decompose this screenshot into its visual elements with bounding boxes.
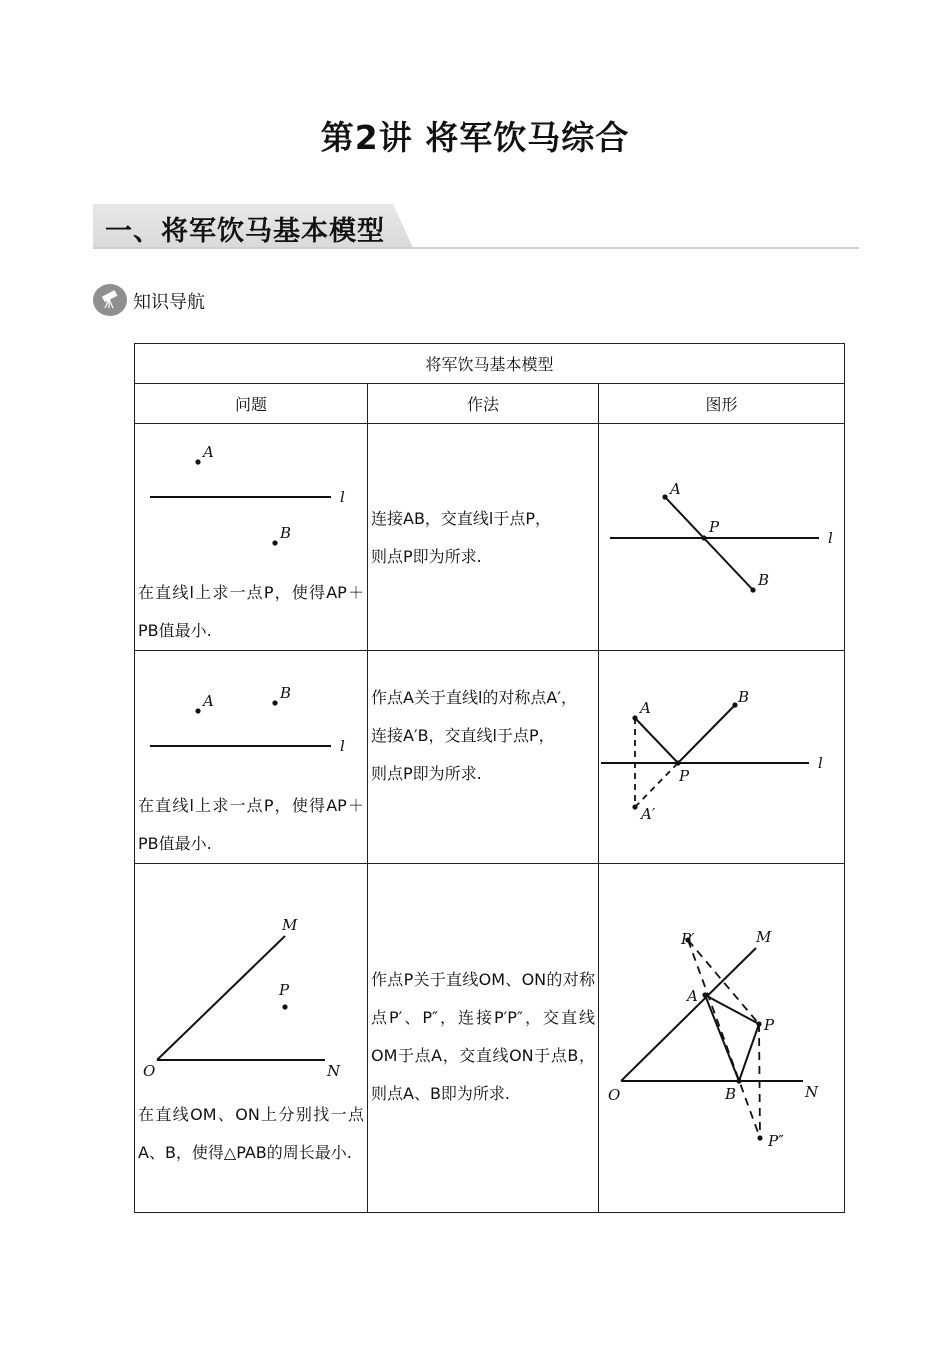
answer-figure-3 bbox=[599, 864, 844, 1212]
segment-pb bbox=[739, 1024, 759, 1081]
ray-om bbox=[621, 948, 756, 1081]
point-p bbox=[282, 1004, 287, 1009]
segment-ap bbox=[635, 718, 678, 763]
label-a: A bbox=[670, 480, 681, 498]
header-method: 作法 bbox=[368, 384, 599, 424]
label-l: l bbox=[818, 754, 823, 772]
table-caption: 将军饮马基本模型 bbox=[135, 344, 845, 384]
label-a-prime: A′ bbox=[641, 805, 656, 823]
point-a bbox=[195, 459, 200, 464]
label-o: O bbox=[608, 1086, 621, 1104]
label-p: P bbox=[764, 1016, 775, 1034]
model-table bbox=[134, 343, 845, 1213]
answer-figure-2 bbox=[599, 651, 844, 863]
table-row bbox=[135, 864, 845, 1213]
point-b bbox=[736, 1078, 741, 1083]
label-b: B bbox=[758, 571, 770, 589]
label-p: P bbox=[279, 981, 290, 999]
point-a bbox=[632, 715, 637, 720]
point-a-prime bbox=[632, 804, 637, 809]
p-pdoubleprime-dash bbox=[759, 1024, 760, 1138]
figure-cell-3 bbox=[599, 864, 845, 1213]
aprime-p-dash bbox=[635, 763, 678, 807]
label-b: B bbox=[280, 684, 292, 702]
point-p bbox=[675, 760, 680, 765]
problem-cell-3 bbox=[135, 864, 368, 1213]
problem-figure-3 bbox=[135, 864, 367, 1096]
problem-figure-2 bbox=[135, 651, 367, 787]
segment-pb bbox=[678, 705, 735, 763]
document-title: 第2讲 将军饮马综合 bbox=[320, 118, 630, 157]
figure-cell-1 bbox=[599, 424, 845, 651]
label-n: N bbox=[805, 1083, 819, 1101]
label-l: l bbox=[828, 529, 833, 547]
point-b bbox=[732, 702, 737, 707]
figure-cell-2 bbox=[599, 651, 845, 864]
pprime-pdoubleprime-dash bbox=[688, 940, 760, 1138]
method-cell-1 bbox=[368, 424, 599, 651]
label-a: A bbox=[687, 987, 698, 1005]
segment-ab bbox=[665, 497, 753, 590]
section-header bbox=[93, 204, 859, 250]
telescope-icon bbox=[93, 284, 127, 316]
ray-om bbox=[157, 936, 285, 1060]
label-m: M bbox=[282, 916, 298, 934]
point-p bbox=[756, 1021, 761, 1026]
table-row bbox=[135, 651, 845, 864]
section-heading: 一、将军饮马基本模型 bbox=[105, 216, 385, 247]
problem-cell-2 bbox=[135, 651, 368, 864]
problem-figure-1 bbox=[135, 424, 367, 574]
method-text-3: 作点P关于直线OM、ON的对称点P′、P″，连接P′P″，交直线OM于点A，交直线ON于点B，则点A、B即为所求. bbox=[371, 970, 595, 1103]
table-row bbox=[135, 424, 845, 651]
method-line: 连接A′B，交直线l于点P， bbox=[371, 726, 555, 745]
label-p-prime: P′ bbox=[681, 930, 695, 948]
method-line: 作点A关于直线l的对称点A′， bbox=[371, 688, 577, 707]
nav-label: 知识导航 bbox=[133, 292, 205, 313]
label-a: A bbox=[640, 699, 651, 717]
section-rule bbox=[93, 247, 859, 249]
point-b bbox=[272, 700, 277, 705]
problem-text-1: 在直线l上求一点P，使得AP＋PB值最小. bbox=[138, 583, 364, 640]
label-l: l bbox=[340, 737, 345, 755]
point-a bbox=[195, 708, 200, 713]
header-problem: 问题 bbox=[135, 384, 368, 424]
problem-text-2: 在直线l上求一点P，使得AP＋PB值最小. bbox=[138, 796, 364, 853]
segment-ab bbox=[705, 995, 739, 1081]
method-line: 则点P即为所求. bbox=[371, 547, 482, 566]
label-m: M bbox=[756, 928, 772, 946]
method-line: 连接AB，交直线l于点P， bbox=[371, 509, 552, 528]
label-p: P bbox=[679, 767, 690, 785]
problem-text-3: 在直线OM、ON上分别找一点A、B，使得△PAB的周长最小. bbox=[138, 1105, 364, 1162]
point-p-double-prime bbox=[757, 1135, 762, 1140]
pprime-p-dash bbox=[688, 940, 759, 1024]
method-cell-3 bbox=[368, 864, 599, 1213]
label-l: l bbox=[340, 488, 345, 506]
label-o: O bbox=[143, 1062, 156, 1080]
method-line: 则点P即为所求. bbox=[371, 764, 482, 783]
point-b bbox=[750, 587, 755, 592]
label-b: B bbox=[738, 688, 750, 706]
label-p-double-prime: P″ bbox=[768, 1132, 784, 1150]
point-b bbox=[272, 540, 277, 545]
label-n: N bbox=[327, 1062, 341, 1080]
point-a bbox=[662, 494, 667, 499]
point-p bbox=[701, 535, 706, 540]
problem-cell-1 bbox=[135, 424, 368, 651]
header-figure: 图形 bbox=[599, 384, 845, 424]
point-a bbox=[702, 992, 707, 997]
method-cell-2 bbox=[368, 651, 599, 864]
label-a: A bbox=[203, 692, 214, 710]
label-b: B bbox=[725, 1085, 737, 1103]
answer-figure-1 bbox=[599, 424, 844, 650]
label-a: A bbox=[203, 443, 214, 461]
label-b: B bbox=[280, 524, 292, 542]
label-p: P bbox=[709, 518, 720, 536]
